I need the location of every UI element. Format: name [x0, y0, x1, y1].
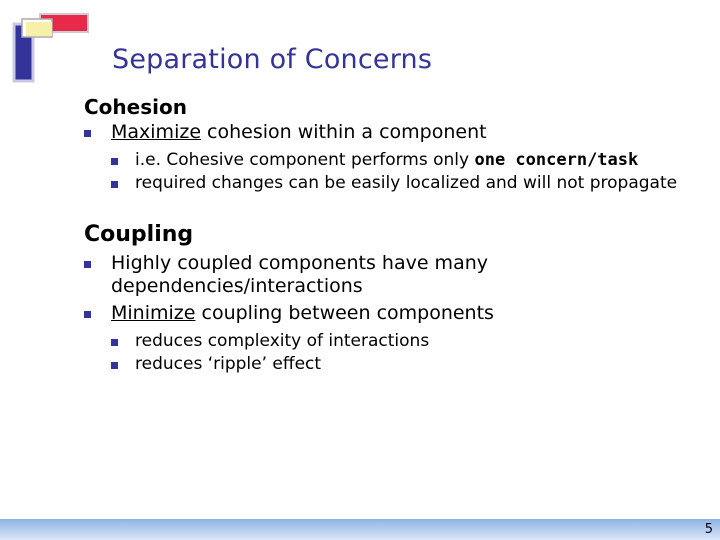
square-bullet-icon [111, 362, 118, 369]
square-bullet-icon [84, 130, 91, 137]
coupling-subitem-text: reduces complexity of interactions [135, 331, 430, 351]
slide-body [84, 94, 704, 379]
cohesion-item-maximize [84, 121, 704, 194]
cohesion-subitem-text: i.e. Cohesive component performs only [135, 150, 475, 170]
cohesion-subitem-single-concern [84, 150, 704, 171]
coupling-subitem-ripple [84, 354, 704, 375]
square-bullet-icon [111, 181, 118, 188]
cohesion-sublist [84, 150, 704, 194]
coupling-heading: Coupling [84, 222, 194, 247]
coupling-item-text: Highly coupled components have many dependencies/interactions [111, 252, 488, 297]
coupling-item-highly-coupled [84, 252, 704, 298]
maximize-keyword: Maximize [111, 121, 202, 143]
coupling-subitem-complexity [84, 331, 704, 352]
square-bullet-icon [84, 311, 91, 318]
one-concern-emphasis: one concern/task [474, 150, 639, 170]
slide-logo-decoration [0, 0, 100, 90]
page-number: 5 [704, 522, 713, 537]
minimize-keyword: Minimize [111, 302, 196, 324]
coupling-item-text: coupling between components [195, 302, 494, 324]
cohesion-subitem-localized [84, 173, 704, 194]
coupling-subitem-text: reduces ‘ripple’ effect [135, 354, 322, 374]
cohesion-list [84, 121, 704, 194]
square-bullet-icon [84, 261, 91, 268]
cohesion-subitem-text: required changes can be easily localized and will not propagate [135, 173, 678, 193]
coupling-list [84, 252, 704, 375]
cohesion-item-text: cohesion within a component [201, 121, 487, 143]
square-bullet-icon [111, 339, 118, 346]
square-bullet-icon [111, 158, 118, 165]
coupling-item-minimize [84, 302, 704, 375]
coupling-sublist [84, 331, 704, 375]
slide-title: Separation of Concerns [112, 44, 433, 75]
footer-bar [0, 519, 720, 540]
cohesion-heading: Cohesion [84, 95, 187, 119]
